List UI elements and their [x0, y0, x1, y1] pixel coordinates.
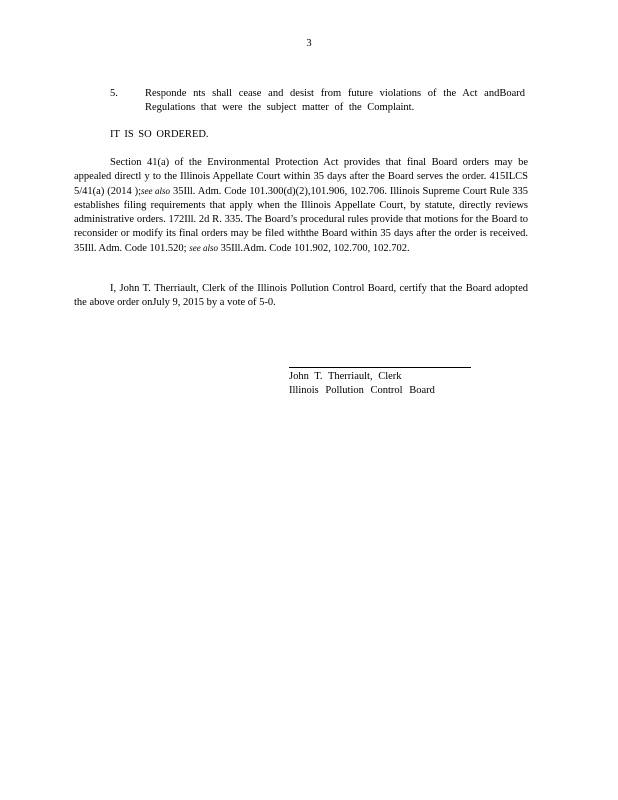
appeal-text-part3: 35Ill.Adm. Code 101.902, 102.700, 102.702.: [217, 243, 410, 254]
signature-line: [289, 367, 471, 368]
signature-title: Illinois Pollution Control Board: [289, 385, 435, 396]
see-also-1: see also: [141, 186, 171, 196]
so-ordered-heading: IT IS SO ORDERED.: [110, 129, 209, 140]
appeal-text-part2: 35Ill. Adm. Code 101.300(d)(2),101.906, 102.706. Illinois Supreme Court Rule 335 establishes filing requirements that apply when the Illinois Appellate Court, by statute, directly reviews administrative orders. 172Ill. 2d R. 335. The Board’s procedural rules provide that motions for the Board to reconsider or modify its final orders may be filed withthe Board within 35 days after the order is received. 35Ill. Adm. Code 101.520;: [74, 186, 529, 254]
appeal-paragraph: [74, 156, 528, 256]
appeal-text-part1: Section 41(a) of the Environmental Protection Act provides that final Board orders may be appealed directl y to the Illinois Appellate Court within 35 days after the Board serves the order. 415ILCS 5/41(a) (2014 );: [74, 157, 528, 197]
page-number: 3: [306, 38, 312, 49]
certification-paragraph: I, John T. Therriault, Clerk of the Illinois Pollution Control Board, certify that the Board adopted the above order onJuly 9, 2015 by a vote of 5-0.: [74, 283, 528, 308]
see-also-2: see also: [189, 243, 218, 253]
order-item-text: Responde nts shall cease and desist from future violations of the Act andBoard Regulations that were the subject matter of the Complaint.: [145, 88, 525, 113]
signature-name: John T. Therriault, Clerk: [289, 371, 402, 382]
order-item-number: 5.: [110, 88, 118, 99]
